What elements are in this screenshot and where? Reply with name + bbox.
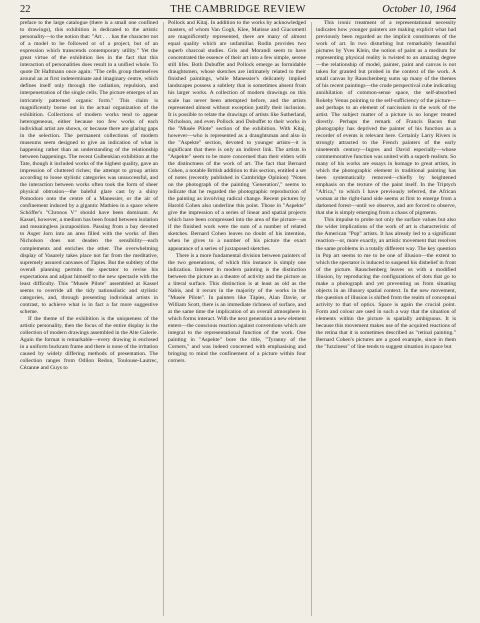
issue-date: October 10, 1964 bbox=[382, 4, 456, 15]
paragraph: This ironic treatment of a representational necessity indicates how younger painters are making explicit what had previously been regarded as the implicit constituents of the work of art. In two disturbing but remarkably beautiful pictures by Yves Klein, the notion of paint as a medium for representing physical reality is twisted to an amazing degree—the relationship of model, painter, paint and canvas is not taken for granted but probed in the context of the work. A small canvas by Rauschenberg sums up many of the themes of his recent paintings—the crude perspectival cube indicating annihilation of common-sense space, the self-absorbed Rokeby Venus pointing to the self-sufficiency of the picture—and perhaps to an element of narcissism in the work of the artist. The subject matter of a picture is no longer treated directly. Perhaps the remark of Francis Bacon that photography has deprived the painter of his function as a recorder of events is relevant here. Certainly Larry Rivers is strongly attracted to the French painters of the early nineteenth century—Ingres and David especially—whose commemorative function was united with a superb realism. So many of his works are essays in homage to great artists, in which the photographic element in traditional painting has been systematically removed—chiefly by heightened emphasis on the texture of the paint itself. In the Triptych "Africa," to which I have previously referred, the African woman at the right-hand side seems at first to emerge from a darkened forest—until we observe, and are forced to observe, that she is simply emerging from a chaos of pigments. bbox=[316, 20, 456, 217]
column-1 bbox=[20, 20, 158, 618]
page-header bbox=[20, 4, 456, 16]
column-2 bbox=[168, 20, 306, 618]
page-number: 22 bbox=[20, 4, 31, 15]
publication-title: THE CAMBRIDGE REVIEW bbox=[170, 4, 306, 15]
paragraph: preface to the large catalogue (there is a small one confined to drawings), this exhibition is dedicated to the artistic personality—to the notion that: "Art . . . has the character not of a model to be followed or of a project, but of an expression which transcends contemporary utility." Yet the great virtue of the exhibition lies in the fact that this interaction of personalities does result in a unified whole. To quote Dr Haftmann once again: "The cells group themselves around an at first indeterminate and imaginary centre, which defines itself only through the radiation, repulsion, and interpenetration of the single cells. The picture emerges of an intricately patterned organic form." This claim is magnificently borne out in the actual organization of the exhibition. Collections of modern works tend to appear heterogeneous, either because too few works of each individual artist are shown, or because there are glaring gaps in the selection. The permanent collections of modern museums seem designed to give an indication of what is happening rather than an understanding of the relationship between happenings. The recent Gulbenkian exhibition at the Tate, though it included works of the highest quality, gave an impression of cluttered riches; the attempt to group artists according to loose stylistic categories was unsuccessful, and the interaction between works often took the form of sheer physical obtrusion—the baleful glare cast by a shiny Pomodoro onto the centre of a Manessier, or the air of confinement induced by a gigantic Mathieu in a space where Schöffer's "Chronos V" should have been dominant. At Kassel, however, a medium has been found between isolation and meaningless juxtaposition. Passing from a bay devoted to Asger Jorn into an area filled with the works of Ben Nicholson does not deaden the sensibility—each complements and enriches the other. The overwhelming display of Vasarely takes place not far from the meditative, supremely assured canvases of Tàpies. But the subtlety of the overall planning permits the spectator to revise his expectations and adjust himself to the new spectacle with the least difficulty. This "Musée Pilote" assembled at Kassel seems to override all the tidy nationalistic and stylistic categories, and, through presenting individual artists in contrast, to achieve what is in fact a far more suggestive scheme. bbox=[20, 20, 158, 315]
paragraph: Pollock and Kitaj. In addition to the works by acknowledged masters, of whom Van Gogh, Klee, Matisse and Giacometti are magnificently represented, there are many of almost equal quality which are unfamiliar. Rodin provides two superb charcoal studies. Gris and Morandi seem to have concentrated the essence of their art into a few simple, serene still lifes. Both Dubuffet and Pollock emerge as formidable draughtsmen, whose sketches are intimately related to their finished paintings, while Manessier's delicately implied landscapes possess a subtlety that is sometimes absent from his larger works. A collection of modern drawings on this scale has never been attempted before, and the artists represented almost without exception justify their inclusion. It is possible to relate the drawings of artists like Sutherland, Nicholson, and even Pollock and Dubuffet to their works in the "Musée Pilote" section of the exhibition. With Kitaj, however—who is represented as a draughtsman and also in the "Aspekte" section, devoted to younger artists—it is significant that there is only an indirect link. The artists in "Aspekte" seem to be more concerned than their elders with the distinctness of the work of art. The fact that Bernard Cohen, a notable British addition to this section, entitled a set of notes (recently published in Cambridge Opinion) "Notes on the photograph of the painting 'Generation'," seems to indicate that he regarded the photographic reproduction of the painting as involving radical change. Recent pictures by Harold Cohen also underline this point. Those in "Aspekte" give the impression of a series of linear and spatial projects which have been compressed into the area of the picture—as if the finished work were the sum of a number of related sketches. Bernard Cohen leaves no doubt of his intention, when he gives to a number of his picture the exact appearance of a series of juxtaposed sketches. bbox=[168, 20, 306, 252]
column-divider bbox=[311, 22, 312, 616]
header-rule bbox=[20, 18, 456, 19]
article-body bbox=[20, 20, 456, 618]
paragraph: If the theme of the exhibition is the uniqueness of the artistic personality, then the focus of the entire display is the collection of modern drawings assembled in the Alte Galerie. Again the format is remarkable—every drawing is enclosed in a uniform buckram frame and there is none of the irritation caused by widely differing methods of presentation. The collection ranges from Odilon Redon, Toulouse-Lautrec, Cézanne and Guys to bbox=[20, 315, 158, 372]
paragraph: There is a more fundamental division between painters of the two generations, of which this instance is simply one indication. Inherent in modern painting is the distinction between the picture as a theatre of activity and the picture as a literal surface. This distinction is at least as old as the Nabis, and it recurs in the majority of the works in the "Musée Pilote". In painters like Tàpies, Alan Davie, or William Scott, there is an immediate richness of surface, and at the same time the implication of an overall atmosphere in which forms interact. With the next generation a new element enters—the conscious reaction against conventions which are integral to the representational function of the work. One painting in "Aspekte" bore the title, "Tyranny of the Corners," and was indeed concerned with emphasising and bringing to mind the confinement of a picture within four corners. bbox=[168, 252, 306, 365]
column-3 bbox=[316, 20, 456, 618]
paragraph: This impulse to probe not only the surface values but also the wider implications of the work of art is characteristic of the American "Pop" artists. It has already led to a significant reaction—or, more exactly, an artistic movement that resolves the same problems in a totally different way. The key question in Pop art seems to me to be one of illusion—the extent to which the spectator is induced to suspend his disbelief in front of the picture. Rauschenberg leaves us with a modified illusion, by reproducing the configurations of dots that go to make a photograph and yet preventing us from situating objects in an illusory spatial context. In the new movement, the question of illusion is shifted from the realm of conceptual activity to that of optics. Space is again the crucial point. Form and colour are used in such a way that the situation of elements within the picture is spatially ambiguous. It is because this movement makes use of the acquired reactions of the retina that it is sometimes described as "retinal painting." Bernard Cohen's pictures are a good example, since in them the "fuzziness" of line tends to suggest situation in space but bbox=[316, 217, 456, 351]
column-divider bbox=[163, 22, 164, 616]
